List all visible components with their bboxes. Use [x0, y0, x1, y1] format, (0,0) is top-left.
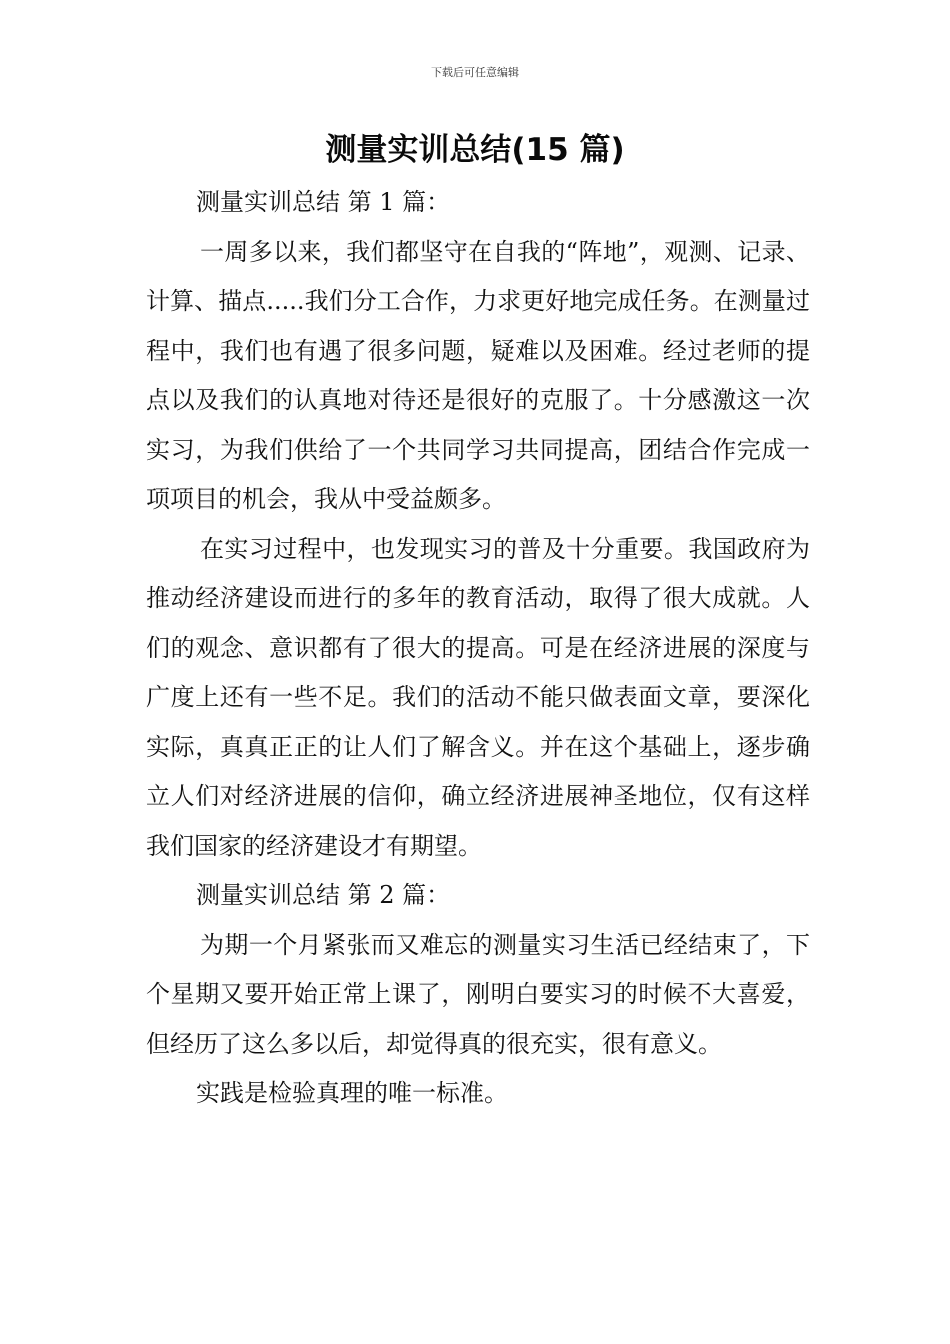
paragraph: 在实习过程中，也发现实习的普及十分重要。我国政府为推动经济建设而进行的多年的教育活动，取得了很大成就。人们的观念、意识都有了很大的提高。可是在经济进展的深度与广度上还有一些不足。我们的活动不能只做表面文章，要深化实际，真真正正的让人们了解含义。并在这个基础上，逐步确立人们对经济进展的信仰，确立经济进展神圣地位，仅有这样我们国家的经济建设才有期望。 [146, 534, 810, 860]
paragraph: 一周多以来，我们都坚守在自我的“阵地”，观测、记录、计算、描点.....我们分工合作，力求更好地完成任务。在测量过程中，我们也有遇了很多问题，疑难以及困难。经过老师的提点以及我们的认真地对待还是很好的克服了。十分感激这一次实习，为我们供给了一个共同学习共同提高，团结合作完成一项项目的机会，我从中受益颇多。 [146, 237, 810, 513]
paragraph-short: 实践是检验真理的唯一标准。 [196, 1079, 508, 1107]
section-heading-1: 测量实训总结 第 1 篇： [196, 188, 451, 216]
section-heading-2: 测量实训总结 第 2 篇： [196, 881, 451, 909]
document-title: 测量实训总结(15 篇) [325, 132, 625, 168]
header-note: 下载后可任意编辑 [431, 66, 519, 79]
document-body [146, 178, 810, 1119]
paragraph: 为期一个月紧张而又难忘的测量实习生活已经结束了，下个星期又要开始正常上课了，刚明白要实习的时候不大喜爱，但经历了这么多以后，却觉得真的很充实，很有意义。 [146, 930, 810, 1058]
